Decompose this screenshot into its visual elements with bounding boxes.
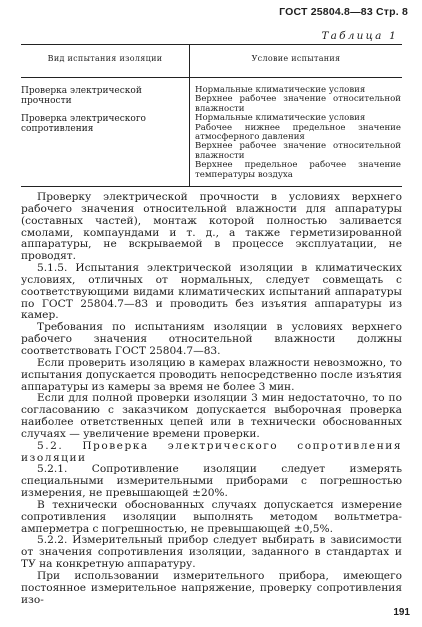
column-header-test-type: Вид испытания изоляции [47,54,163,63]
condition-item: Верхнее предельное рабочее значение температуры воздуха [195,160,401,180]
body-text [21,192,402,607]
condition-item: Верхнее рабочее значение относительной влажности [195,94,401,114]
paragraph: Проверку электрической прочности в условиях верхнего рабочего значения относительной влажности для аппаратуры (составных частей), монтаж которой полностью заливается смолами, компаундами и т. д., а также герметизированной аппаратуры, не вскрываемой в процессе эксплуатации, не проводят. [21,191,402,263]
table-top-rule [21,44,402,45]
table-bottom-rule [21,186,402,187]
table-cell-test: Проверка электрической прочности [21,86,142,106]
paragraph: 5.2.2. Измерительный прибор следует выбирать в зависимости от значения сопротивления изоляции, заданного в стандартах и ТУ на конкретную аппаратуру. [21,534,402,571]
table-column-divider [189,44,190,187]
paragraph: При использовании измерительного прибора, имеющего постоянное измерительное напряжение, проверку сопротивления изо- [21,570,402,606]
table-caption: Таблица 1 [321,30,398,42]
conditions-table [21,44,402,187]
paragraph: Требования по испытаниям изоляции в условиях верхнего рабочего значения относительной влажности должны соответствовать ГОСТ 25804.7—83. [21,321,402,357]
section-heading: 5.2. Проверка электрического сопротивления изоляции [21,439,402,464]
paragraph: Если проверить изоляцию в камерах влажности невозможно, то испытания допускается проводить непосредственно после изъятия аппаратуры из камеры за время не более 3 мин. [21,356,402,393]
paragraph: 5.2.1. Сопротивление изоляции следует измерять специальными измерительными приборами с погрешностью измерения, не превышающей ±20%. [21,463,402,500]
condition-item: Верхнее рабочее значение относительной влажности [195,141,401,161]
paragraph: В технически обоснованных случаях допускается измерение сопротивления изоляции выполнять методом вольтметра-амперметра с погрешностью, не превышающей ±0,5%. [21,498,402,535]
condition-item: Рабочее нижнее предельное значение атмосферного давления [195,122,401,143]
paragraph: 5.1.5. Испытания электрической изоляции в климатических условиях, отличных от нормальных, следует совмещать с соответствующими видами климатических испытаний аппаратуры по ГОСТ 25804.7—83 и проводить без изъятия аппаратуры из камер. [21,262,402,322]
page-number: 191 [393,607,410,618]
condition-item: Нормальные климатические условия [195,113,366,124]
paragraph: Если для полной проверки изоляции 3 мин недостаточно, то по согласованию с заказчиком допускается выборочная проверка наиболее ответственных цепей или в технически обоснованных случаях — увеличение времени проверки. [21,392,402,440]
table-header-rule [21,77,402,78]
table-cell-test: Проверка электрического сопротивления [21,114,146,134]
condition-item: Нормальные климатические условия [195,85,366,95]
table-cell-conditions [195,86,401,180]
column-header-condition: Условие испытания [251,54,341,63]
page-header: ГОСТ 25804.8—83 Стр. 8 [279,6,408,18]
